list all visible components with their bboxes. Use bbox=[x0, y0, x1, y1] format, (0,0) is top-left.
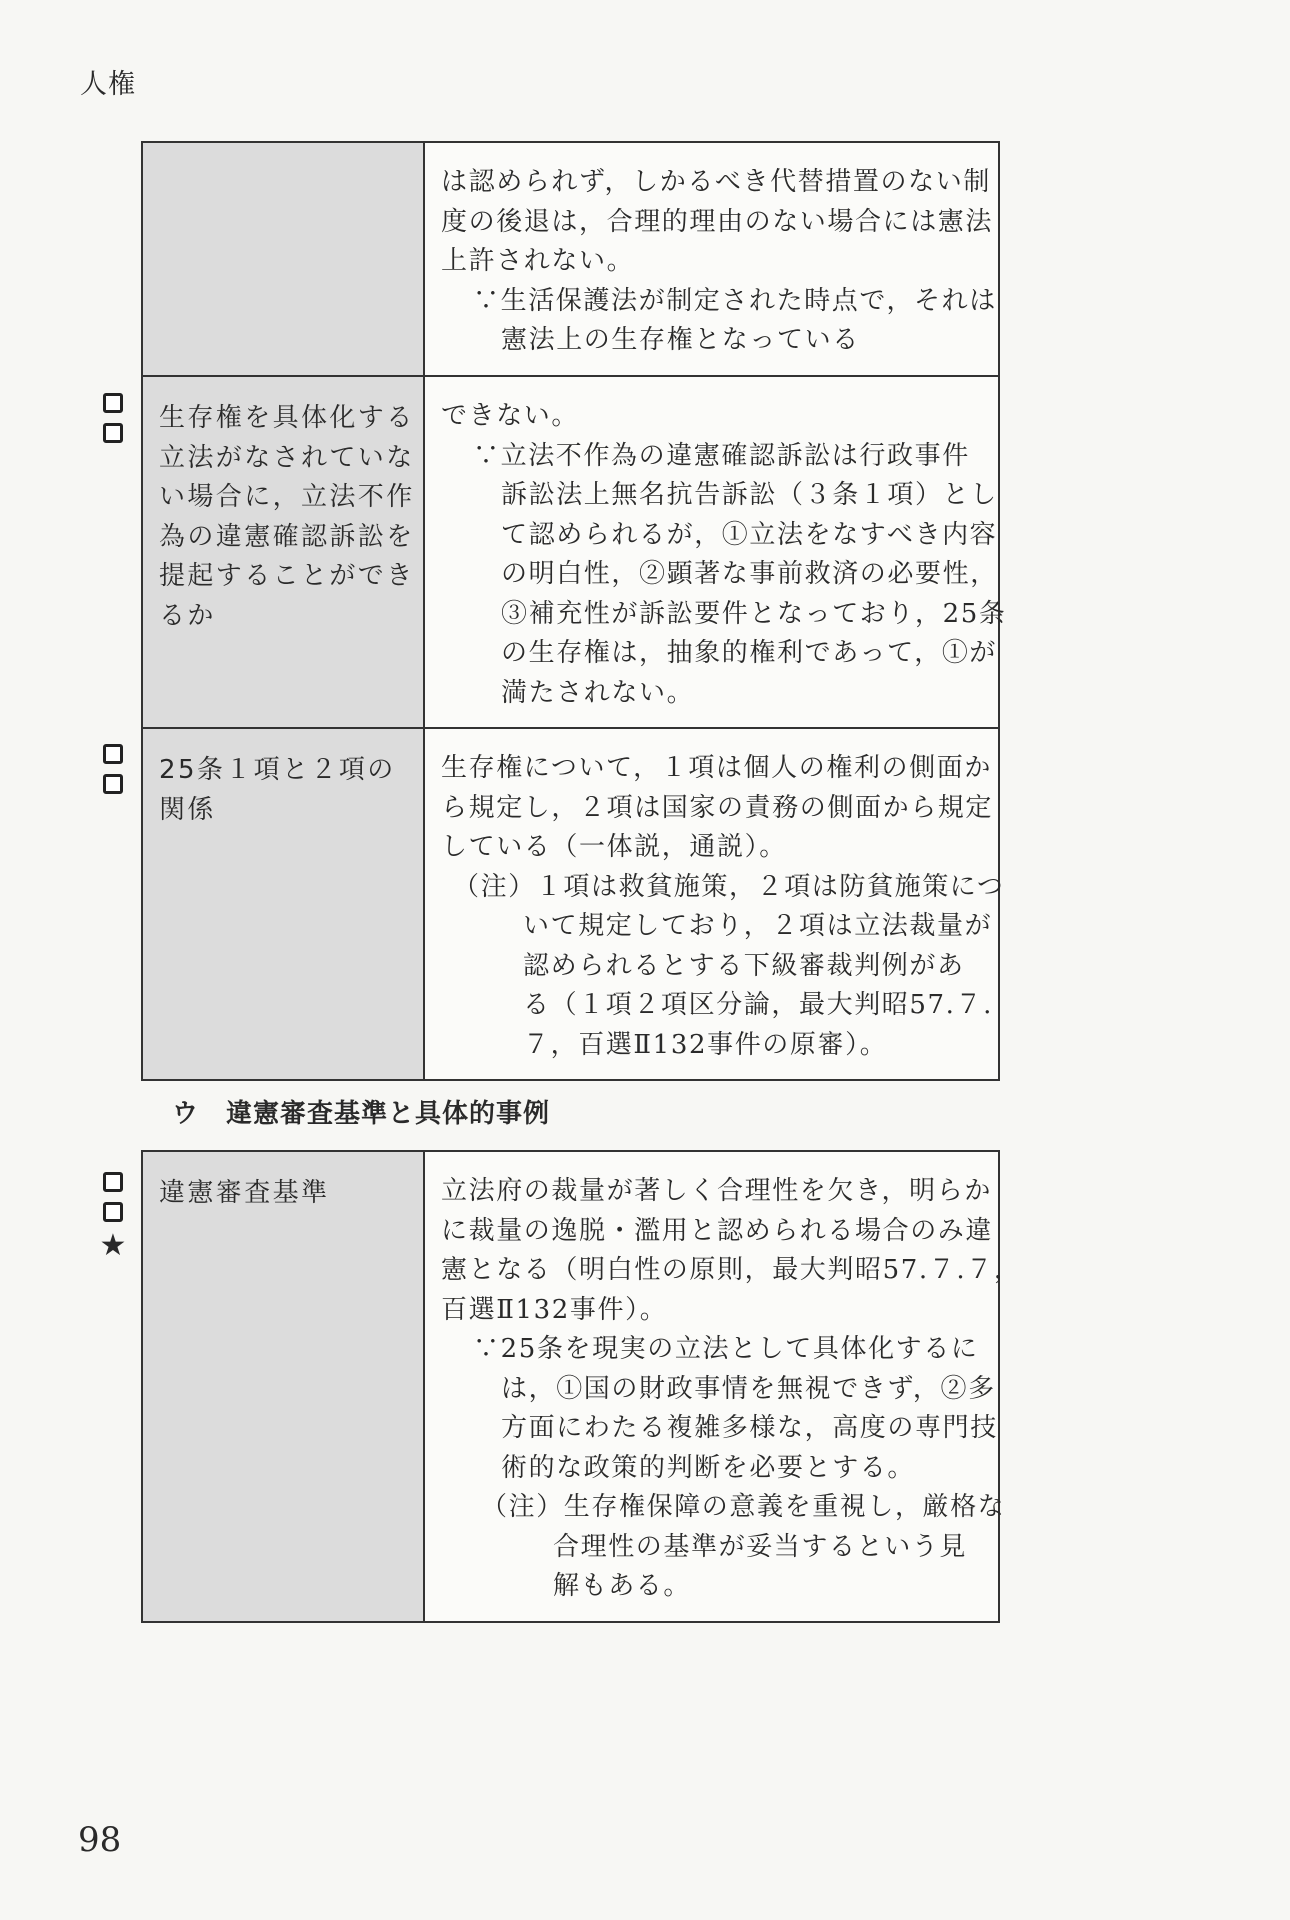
answer-cell bbox=[424, 728, 1005, 1080]
question-line: るか bbox=[159, 600, 216, 631]
question-line: 25条１項と２項の bbox=[159, 755, 396, 785]
answer-line: 百選Ⅱ132事件）。 bbox=[441, 1294, 668, 1325]
answer-line: 立法府の裁量が著しく合理性を欠き，明らか bbox=[441, 1176, 992, 1206]
answer-line: できない。 bbox=[441, 401, 580, 431]
table-row bbox=[142, 1151, 999, 1622]
checkbox-icon[interactable] bbox=[103, 744, 123, 764]
answer-line: （注）生存権保障の意義を重視し，厳格な bbox=[481, 1492, 1006, 1522]
answer-line: 満たされない。 bbox=[501, 677, 695, 708]
checkbox-icon[interactable] bbox=[103, 1172, 123, 1192]
qa-table-1 bbox=[141, 141, 1007, 1081]
answer-line: している（一体説，通説）。 bbox=[441, 832, 787, 862]
answer-cell bbox=[424, 142, 999, 376]
answer-line: て認められるが，①立法をなすべき内容 bbox=[501, 519, 998, 550]
answer-line: の明白性，②顕著な事前救済の必要性， bbox=[501, 559, 998, 589]
check-marks bbox=[96, 1172, 130, 1263]
answer-line: 生存権について，１項は個人の権利の側面か bbox=[441, 753, 992, 783]
question-line: 関係 bbox=[159, 794, 216, 825]
answer-line: 合理性の基準が妥当するという見 bbox=[553, 1531, 968, 1562]
question-cell bbox=[142, 376, 424, 728]
page-number: 98 bbox=[78, 1820, 122, 1860]
answer-line: 術的な政策的判断を必要とする。 bbox=[501, 1452, 916, 1483]
question-line: 違憲審査基準 bbox=[159, 1178, 330, 1208]
answer-line: 解もある。 bbox=[553, 1571, 692, 1601]
answer-line: いて規定しており，２項は立法裁量が bbox=[523, 911, 993, 941]
answer-line: ら規定し，２項は国家の責務の側面から規定 bbox=[441, 792, 994, 823]
question-line: 立法がなされていな bbox=[159, 442, 415, 473]
question-line: 生存権を具体化する bbox=[159, 403, 415, 433]
qa-table-2 bbox=[141, 1150, 1022, 1623]
question-cell bbox=[142, 142, 424, 376]
answer-line: は認められず，しかるべき代替措置のない制 bbox=[441, 167, 991, 197]
answer-line: 憲となる（明白性の原則，最大判昭57.７.７， bbox=[441, 1255, 1022, 1285]
checkbox-icon[interactable] bbox=[103, 423, 123, 443]
question-line: 提起することができ bbox=[159, 561, 415, 591]
answer-line: 認められるとする下級審裁判例があ bbox=[523, 950, 965, 981]
question-line: い場合に，立法不作 bbox=[159, 482, 415, 512]
answer-line: 憲法上の生存権となっている bbox=[501, 325, 860, 355]
table-row bbox=[142, 728, 999, 1080]
answer-line: ∵立法不作為の違憲確認訴訟は行政事件 bbox=[473, 440, 970, 471]
running-head: 人権 bbox=[80, 69, 136, 100]
answer-line: （注）１項は救貧施策，２項は防貧施策につ bbox=[453, 871, 1005, 902]
check-marks bbox=[96, 393, 130, 443]
answer-cell bbox=[424, 376, 1007, 728]
answer-line: ③補充性が訴訟要件となっており，25条 bbox=[501, 598, 1007, 629]
checkbox-icon[interactable] bbox=[103, 774, 123, 794]
answer-line: ７，百選Ⅱ132事件の原審）。 bbox=[523, 1029, 888, 1060]
answer-line: は，①国の財政事情を無視できず，②多 bbox=[501, 1373, 996, 1404]
star-icon: ★ bbox=[99, 1228, 127, 1263]
checkbox-icon[interactable] bbox=[103, 393, 123, 413]
answer-line: ∵生活保護法が制定された時点で，それは bbox=[473, 285, 997, 316]
checkbox-icon[interactable] bbox=[103, 1202, 123, 1222]
answer-line: 度の後退は，合理的理由のない場合には憲法 bbox=[441, 206, 994, 237]
answer-line: ∵25条を現実の立法として具体化するに bbox=[473, 1334, 979, 1364]
answer-line: に裁量の逸脱・濫用と認められる場合のみ違 bbox=[441, 1215, 994, 1246]
question-line: 為の違憲確認訴訟を bbox=[159, 521, 415, 552]
answer-line: 方面にわたる複雑多様な，高度の専門技 bbox=[501, 1413, 998, 1443]
answer-line: 上許されない。 bbox=[441, 246, 635, 276]
answer-line: る（１項２項区分論，最大判昭57.７. bbox=[523, 990, 994, 1020]
answer-line: 訴訟法上無名抗告訴訟（３条１項）とし bbox=[501, 480, 998, 510]
answer-cell bbox=[424, 1151, 1022, 1622]
check-marks bbox=[96, 744, 130, 794]
table-row bbox=[142, 376, 999, 728]
section-heading: ウ 違憲審査基準と具体的事例 bbox=[172, 1099, 551, 1129]
question-cell bbox=[142, 728, 424, 1080]
table-row bbox=[142, 142, 999, 376]
answer-line: の生存権は，抽象的権利であって，①が bbox=[501, 638, 998, 668]
question-cell bbox=[142, 1151, 424, 1622]
